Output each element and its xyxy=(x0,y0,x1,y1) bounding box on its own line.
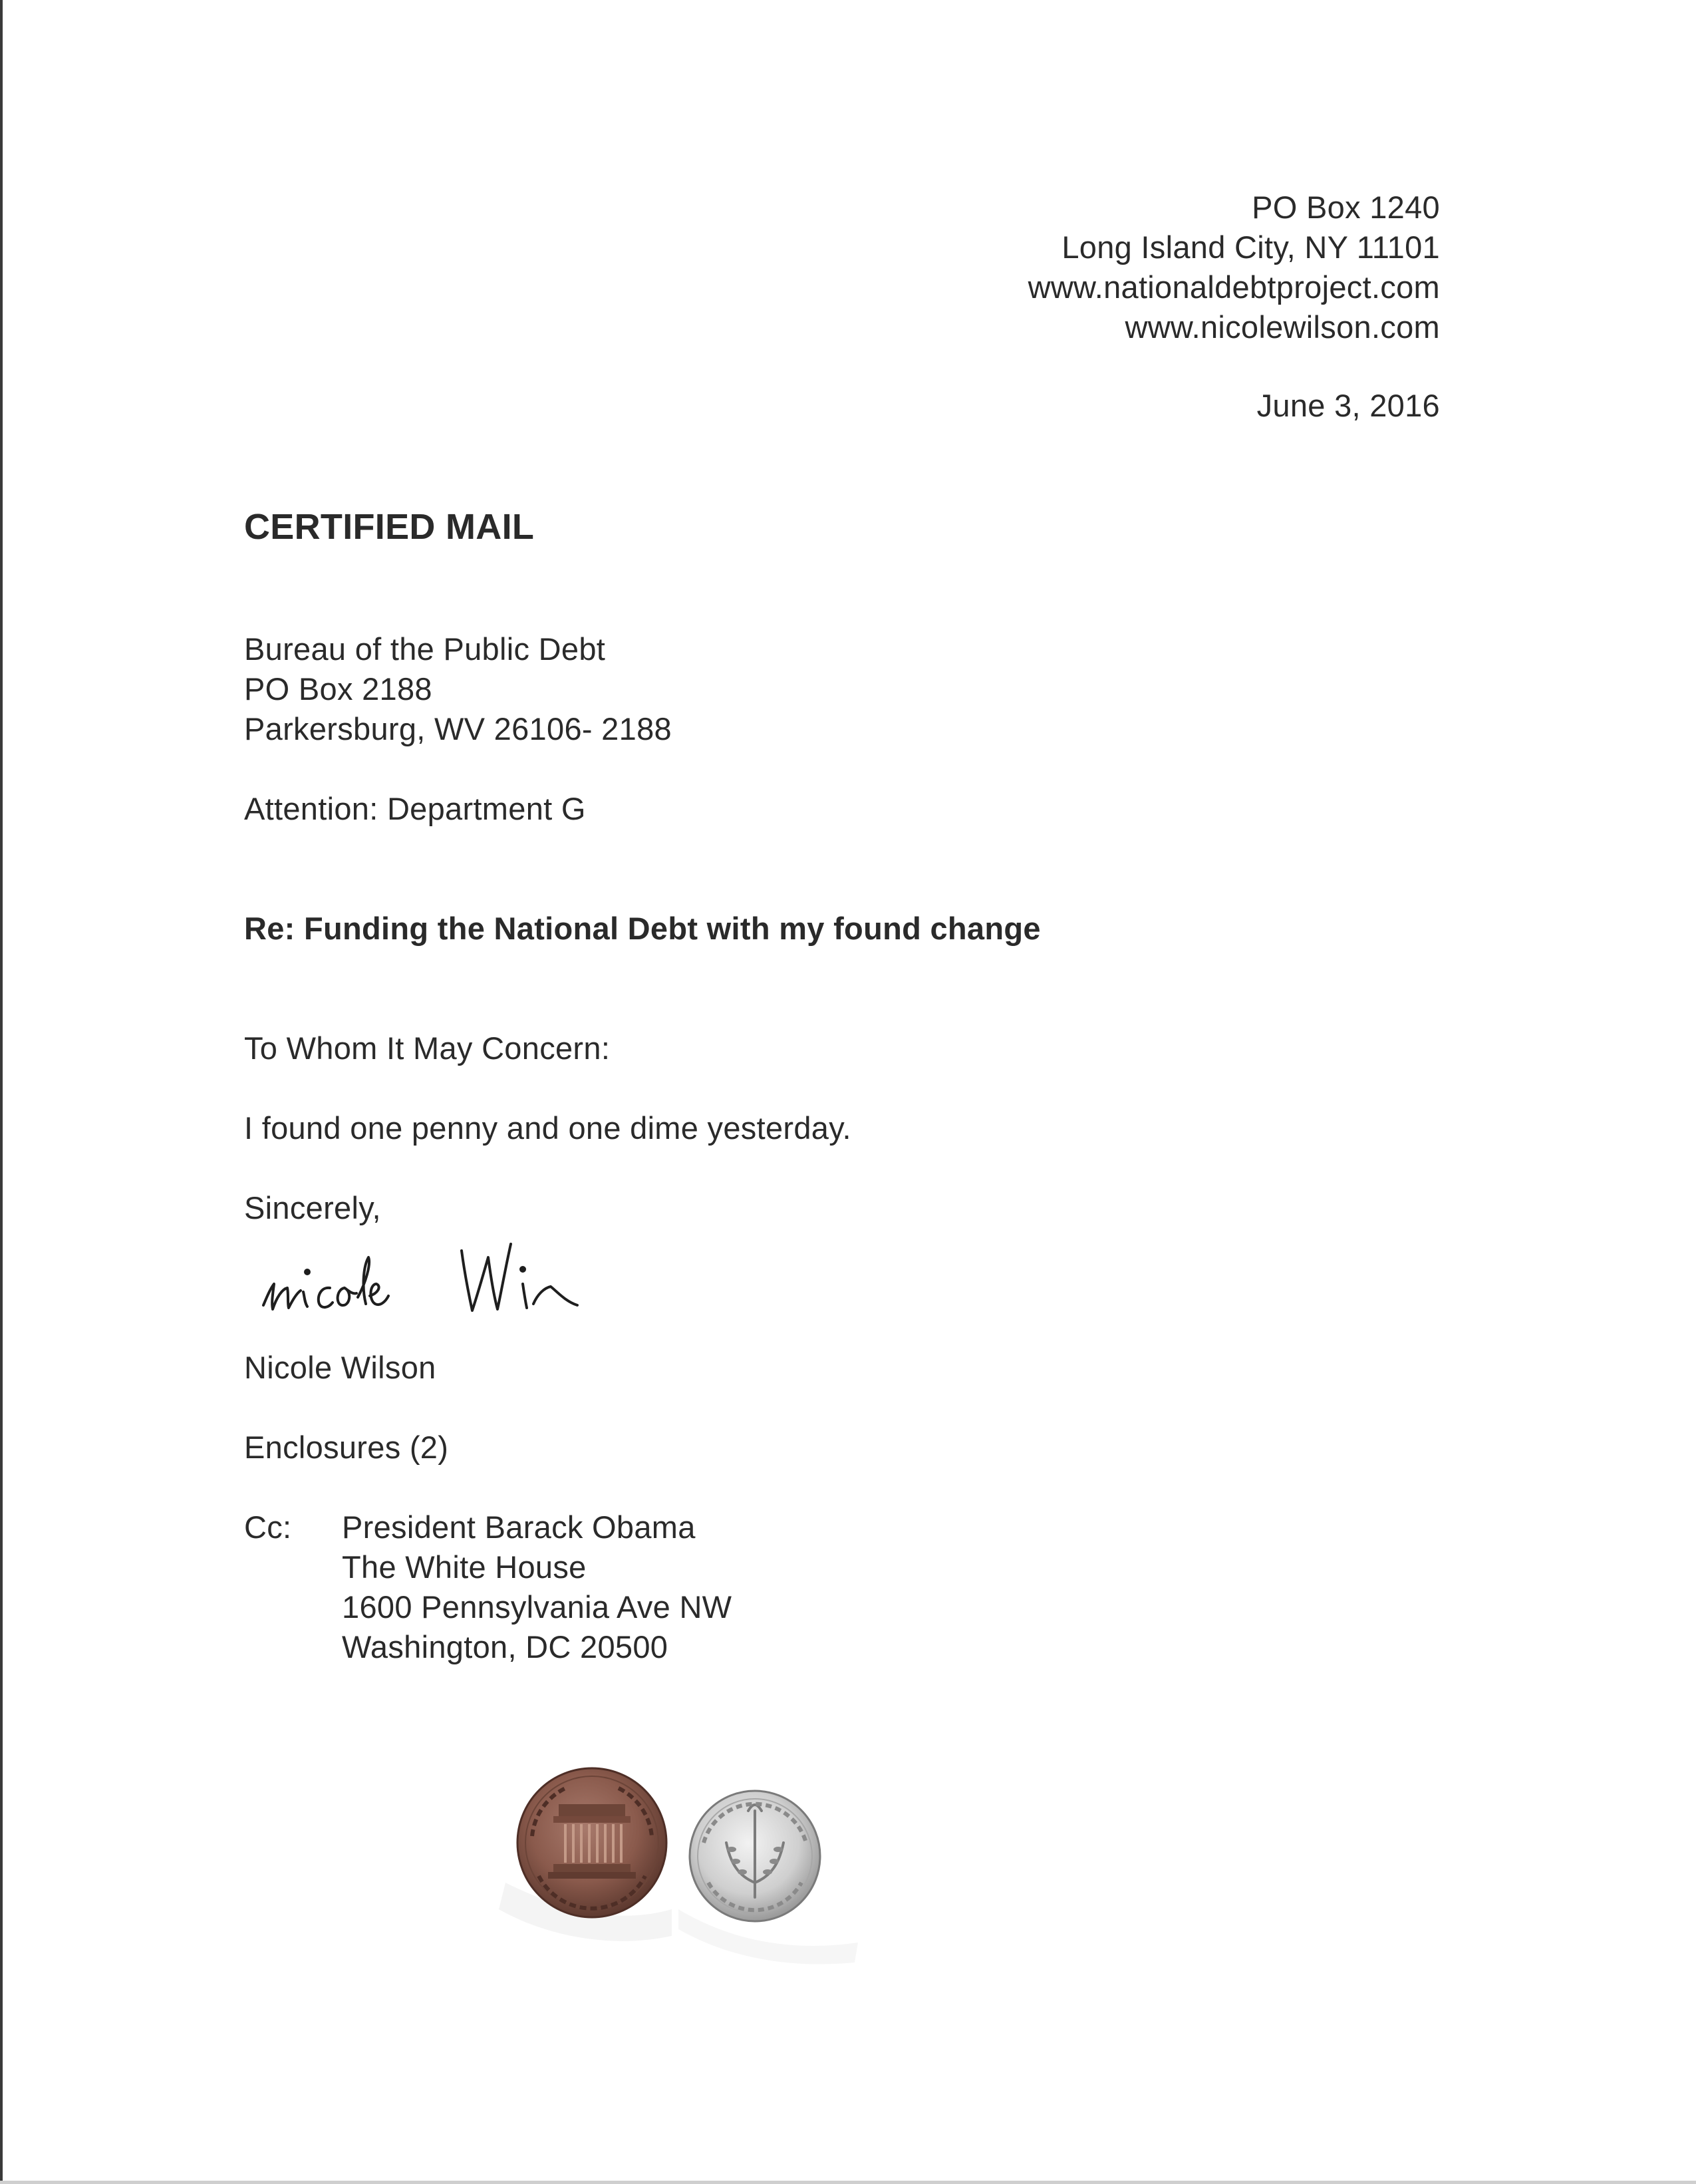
cc-line-1: President Barack Obama xyxy=(342,1509,696,1545)
recipient-address-line2: Parkersburg, WV 26106- 2188 xyxy=(244,711,672,746)
handwritten-signature xyxy=(258,1231,604,1330)
sender-address-line2: Long Island City, NY 11101 xyxy=(1061,230,1440,265)
sender-website-2: www.nicolewilson.com xyxy=(1125,309,1440,345)
closing: Sincerely, xyxy=(244,1190,381,1225)
cc-label: Cc: xyxy=(244,1509,292,1545)
scan-edge-bottom xyxy=(0,2181,1696,2184)
cc-line-3: 1600 Pennsylvania Ave NW xyxy=(342,1589,732,1625)
enclosed-coins xyxy=(492,1750,865,1976)
recipient-name: Bureau of the Public Debt xyxy=(244,631,606,667)
recipient-address-line1: PO Box 2188 xyxy=(244,671,432,706)
attention-line: Attention: Department G xyxy=(244,791,586,826)
penny-image xyxy=(517,1768,666,1917)
enclosures-line: Enclosures (2) xyxy=(244,1430,449,1465)
certified-mail-heading: CERTIFIED MAIL xyxy=(244,507,535,547)
cc-line-4: Washington, DC 20500 xyxy=(342,1629,668,1664)
body-text: I found one penny and one dime yesterday. xyxy=(244,1110,851,1146)
cc-line-2: The White House xyxy=(342,1549,587,1585)
letter-date: June 3, 2016 xyxy=(1256,388,1440,423)
dime-image xyxy=(690,1791,820,1921)
sender-website-1: www.nationaldebtproject.com xyxy=(1028,269,1440,305)
scan-edge xyxy=(0,0,3,2184)
salutation: To Whom It May Concern: xyxy=(244,1030,611,1066)
subject-line: Re: Funding the National Debt with my found change xyxy=(244,911,1041,946)
sender-address-line1: PO Box 1240 xyxy=(1252,190,1440,225)
signer-name: Nicole Wilson xyxy=(244,1350,436,1385)
